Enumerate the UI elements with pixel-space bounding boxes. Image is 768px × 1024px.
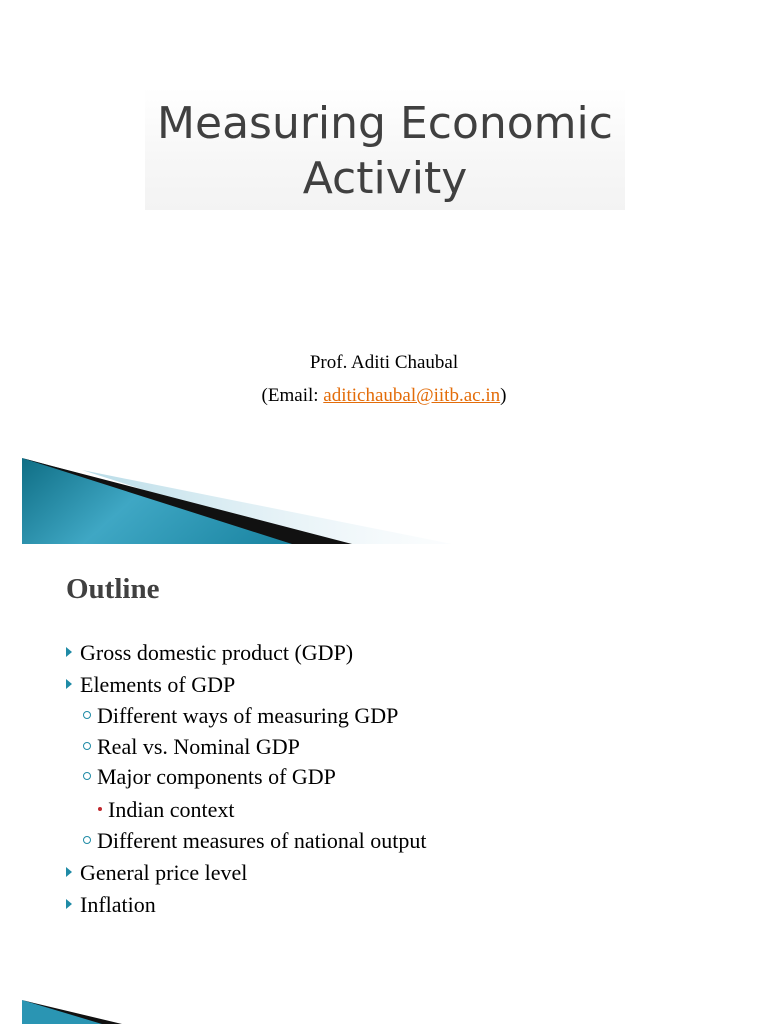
- list-item: Elements of GDP: [66, 672, 235, 698]
- hollow-circle-bullet-icon: [83, 742, 91, 750]
- author-name: Prof. Aditi Chaubal: [309, 352, 459, 373]
- hollow-circle-bullet-icon: [83, 772, 91, 780]
- list-item: Major components of GDP: [83, 764, 336, 790]
- triangle-bullet-icon: [66, 647, 72, 657]
- email-suffix: ): [500, 385, 507, 406]
- list-item: Different ways of measuring GDP: [83, 703, 398, 729]
- email-line: [0, 385, 768, 407]
- list-item: Inflation: [66, 892, 156, 918]
- list-item: Indian context: [98, 797, 234, 823]
- triangle-bullet-icon: [66, 899, 72, 909]
- red-dot-bullet-icon: [98, 807, 102, 811]
- list-item: Gross domestic product (GDP): [66, 640, 353, 666]
- list-item: General price level: [66, 860, 247, 886]
- email-prefix: (Email:: [261, 385, 324, 406]
- triangle-bullet-icon: [66, 867, 72, 877]
- outline-heading: Outline: [66, 573, 160, 605]
- title-line-1: Measuring Economic: [157, 98, 613, 149]
- title-line-2: Activity: [302, 153, 468, 204]
- list-item: Different measures of national output: [83, 828, 427, 854]
- triangle-bullet-icon: [66, 679, 72, 689]
- swoosh-decoration-next: [22, 1000, 452, 1024]
- hollow-circle-bullet-icon: [83, 711, 91, 719]
- hollow-circle-bullet-icon: [83, 836, 91, 844]
- swoosh-decoration: [22, 458, 452, 544]
- list-item: Real vs. Nominal GDP: [83, 734, 300, 760]
- slide-title: [80, 96, 690, 206]
- outline-slide: [0, 544, 768, 1024]
- email-link[interactable]: aditichaubal@iitb.ac.in: [323, 385, 501, 406]
